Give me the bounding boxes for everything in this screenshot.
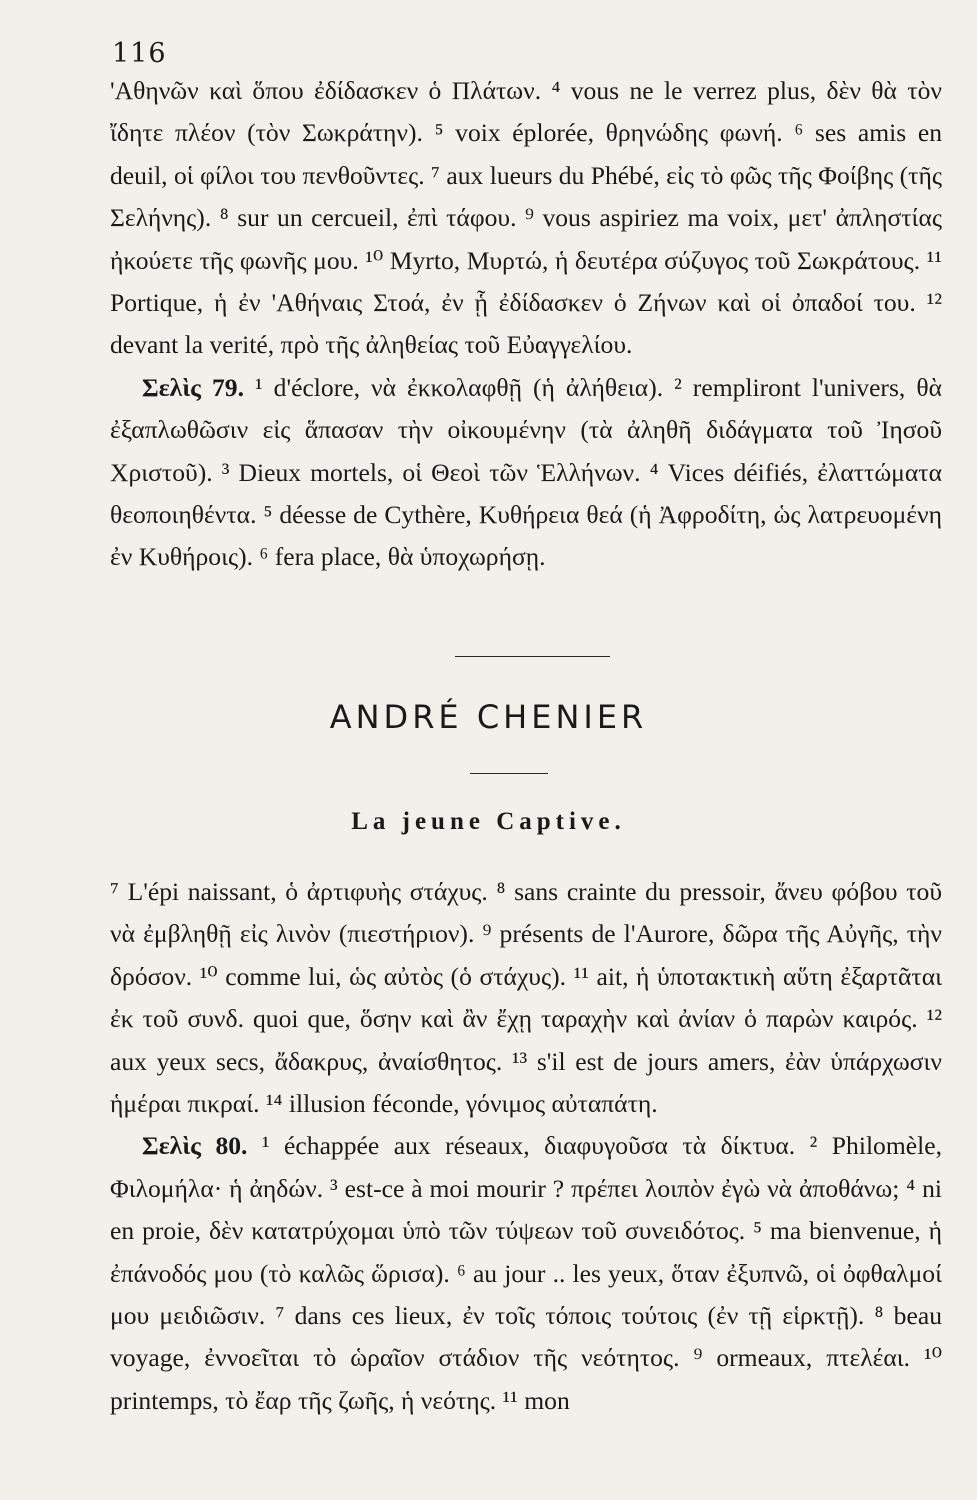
notes-paragraph-page-80 [110, 1125, 942, 1422]
notes-paragraph-intro: ⁷ L'épi naissant, ὁ ἀρτιφυὴς στάχυς. ⁸ sans crainte du pressoir, ἄνευ φόβου τοῦ νὰ ἐμβληθῇ εἰς λινὸν (πιεστήριον). ⁹ présents de l'Aurore, δῶρα τῆς Αὐγῆς, τὴν δρόσον. ¹⁰ comme lui, ὡς αὐτὸς (ὁ στάχυς). ¹¹ ait, ἡ ὑποτακτικὴ αὕτη ἐξαρτᾶται ἐκ τοῦ συνδ. quoi que, ὅσην καὶ ἂν ἔχῃ ταραχὴν καὶ ἀνίαν ὁ παρὼν καιρός. ¹² aux yeux secs, ἄδακρυς, ἀναίσθητος. ¹³ s'il est de jours amers, ἐὰν ὑπάρχωσιν ἡμέραι πικραί. ¹⁴ illusion féconde, γόνιμος αὐταπάτη. [110, 877, 942, 1119]
page-reference: Σελὶς 79. [142, 372, 244, 402]
page-number: 116 [112, 38, 167, 69]
page-79-notes: ¹ d'éclore, νὰ ἐκκολαφθῇ (ἡ ἀλήθεια). ² rempliront l'univers, θὰ ἐξαπλωθῶσιν εἰς ἅπασαν τὴν οἰκουμένην (τὰ ἀληθῆ διδάγματα τοῦ Ἰησοῦ Χριστοῦ). ³ Dieux mortels, οἱ Θεοὶ τῶν Ἑλλήνων. ⁴ Vices déifiés, ἐλαττώματα θεοποιηθέντα. ⁵ déesse de Cythère, Κυθήρεια θεά (ἡ Ἀφροδίτη, ὡς λατρευομένη ἐν Κυθήροις). ⁶ fera place, θὰ ὑποχωρήσῃ. [110, 372, 942, 572]
divider-rule [455, 656, 610, 657]
page-80-notes: ¹ échappée aux réseaux, διαφυγοῦσα τὰ δίκτυα. ² Philomèle, Φιλομήλα· ἡ ἀηδών. ³ est-ce à moi mourir ? πρέπει λοιπὸν ἐγὼ νὰ ἀποθάνω; ⁴ ni en proie, δὲν κατατρύχομαι ὑπὸ τῶν τύψεων τοῦ συνειδότος. ⁵ ma bienvenue, ἡ ἐπάνοδός μου (τὸ καλῶς ὥρισα). ⁶ au jour .. les yeux, ὅταν ἐξυπνῶ, οἱ ὀφθαλμοί μου μειδιῶσιν. ⁷ dans ces lieux, ἐν τοῖς τόποις τούτοις (ἐν τῇ εἱρκτῇ). ⁸ beau voyage, ἐννοεῖται τὸ ὡραῖον στάδιον τῆς νεότητος. ⁹ ormeaux, πτελέαι. ¹⁰ printemps, τὸ ἔαρ τῆς ζωῆς, ἡ νεότης. ¹¹ mon [110, 1131, 942, 1415]
notes-paragraph: 'Αθηνῶν καὶ ὅπου ἐδίδασκεν ὁ Πλάτων. ⁴ vous ne le verrez plus, δὲν θὰ τὸν ἴδητε πλέον (τὸν Σωκράτην). ⁵ voix éplorée, θρηνώδης φωνή. ⁶ ses amis en deuil, οἱ φίλοι του πενθοῦντες. ⁷ aux lueurs du Phébé, εἰς τὸ φῶς τῆς Φοίβης (τῆς Σελήνης). ⁸ sur un cercueil, ἐπὶ τάφου. ⁹ vous aspiriez ma voix, μετ' ἀπληστίας ἠκούετε τῆς φωνῆς μου. ¹⁰ Myrto, Μυρτώ, ἡ δευτέρα σύζυγος τοῦ Σωκράτους. ¹¹ Portique, ἡ ἐν 'Αθήναις Στοά, ἐν ᾗ ἐδίδασκεν ὁ Ζήνων καὶ οἱ ὀπαδοί του. ¹² devant la verité, πρὸ τῆς ἀληθείας τοῦ Εὐαγγελίου. [110, 76, 942, 360]
divider-rule-short [470, 773, 548, 774]
notes-paragraph-page-79 [110, 367, 942, 579]
author-heading: ANDRÉ CHENIER [329, 698, 648, 736]
notes-section-top [110, 70, 942, 579]
notes-section-bottom [110, 871, 942, 1422]
poem-title: La jeune Captive. [351, 808, 626, 835]
page-reference: Σελὶς 80. [142, 1131, 248, 1161]
